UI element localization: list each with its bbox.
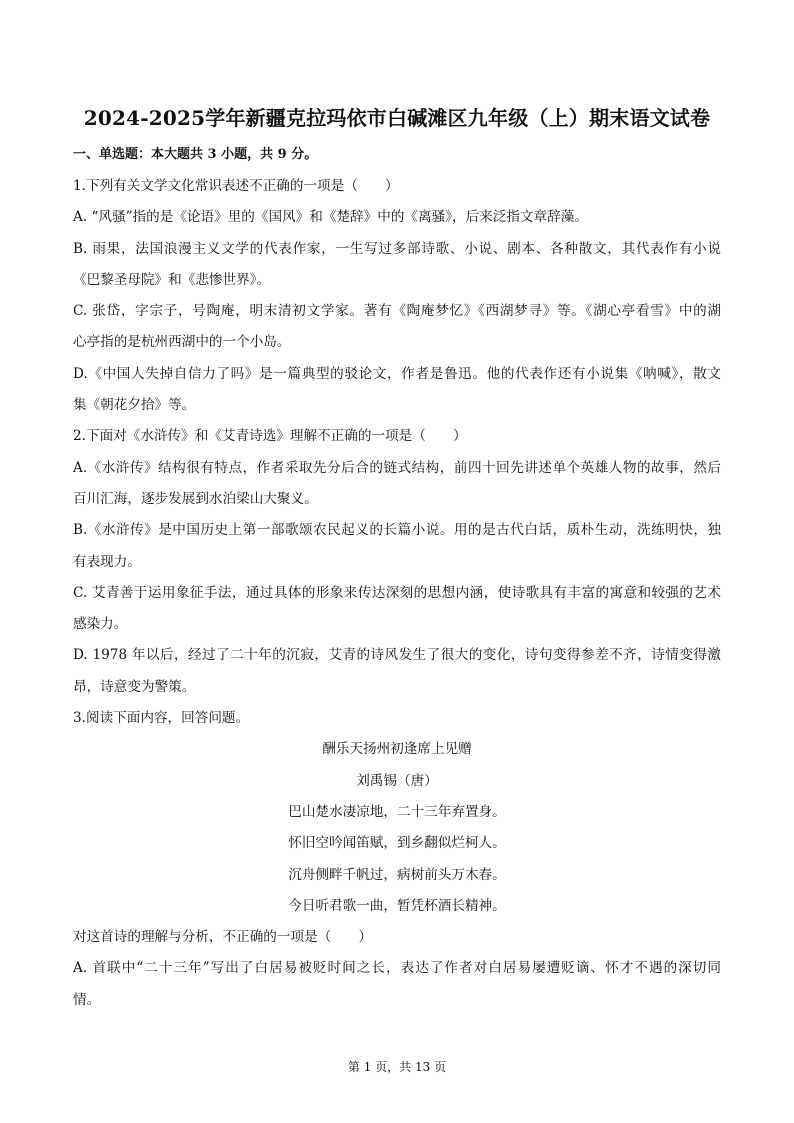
q2-option-c-line1: C. 艾青善于运用象征手法，通过具体的形象来传达深刻的思想内涵，使诗歌具有丰富的寓意和较强的艺术 (73, 584, 721, 601)
q2-option-d-line1: D. 1978 年以后，经过了二十年的沉寂，艾青的诗风发生了很大的变化，诗句变得参差不齐，诗情变得激 (73, 647, 721, 664)
q1-option-c-line1: C. 张岱，字宗子，号陶庵，明末清初文学家。著有《陶庵梦忆》《西湖梦寻》等。《湖心亭看雪》中的湖 (73, 303, 721, 320)
q2-stem: 2.下面对《水浒传》和《艾青诗选》理解不正确的一项是（ ） (73, 428, 467, 445)
q2-option-a-line2: 百川汇海，逐步发展到水泊梁山大聚义。 (73, 490, 318, 507)
q2-option-b-line1: B.《水浒传》是中国历史上第一部歌颂农民起义的长篇小说。用的是古代白话，质朴生动，洗练明快，独 (73, 522, 721, 539)
q1-option-d-line2: 集《朝花夕拾》等。 (73, 397, 196, 414)
poem-line-1: 巴山楚水凄凉地，二十三年弃置身。 (288, 803, 506, 820)
q2-option-c-line2: 感染力。 (73, 616, 128, 633)
poem-line-4: 今日听君歌一曲，暂凭杯酒长精神。 (288, 897, 506, 914)
page-footer: 第 1 页，共 13 页 (347, 1060, 447, 1074)
poem-author: 刘禹锡（唐） (356, 772, 438, 789)
q3-option-a-line1: A. 首联中“二十三年”写出了白居易被贬时间之长，表达了作者对白居易屡遭贬谪、怀才不遇的深切同 (73, 960, 721, 977)
exam-title: 2024-2025学年新疆克拉玛依市白碱滩区九年级（上）期末语文试卷 (83, 106, 711, 130)
q1-option-b-line2: 《巴黎圣母院》和《悲惨世界》。 (73, 271, 271, 288)
q1-option-b-line1: B. 雨果，法国浪漫主义文学的代表作家，一生写过多部诗歌、小说、剧本、各种散文，其代表作有小说 (73, 240, 721, 257)
q3-question: 对这首诗的理解与分析，不正确的一项是（ ） (73, 929, 373, 946)
q2-option-a-line1: A.《水浒传》结构很有特点，作者采取先分后合的链式结构，前四十回先讲述单个英雄人物的故事，然后 (73, 459, 721, 476)
q1-option-c-line2: 心亭指的是杭州西湖中的一个小岛。 (73, 334, 291, 351)
poem-title: 酬乐天扬州初逢席上见赠 (322, 741, 472, 758)
q1-option-a: A. “风骚”指的是《论语》里的《国风》和《楚辞》中的《离骚》，后来泛指文章辞藻。 (73, 209, 588, 226)
q3-option-a-line2: 情。 (73, 991, 101, 1008)
q1-stem: 1.下列有关文学文化常识表述不正确的一项是（ ） (73, 178, 399, 194)
q1-option-d-line1: D.《中国人失掉自信力了吗》是一篇典型的驳论文，作者是鲁迅。他的代表作还有小说集《呐喊》，散文 (73, 365, 721, 382)
poem-line-2: 怀旧空吟闻笛赋，到乡翻似烂柯人。 (288, 835, 506, 852)
q2-option-d-line2: 昂，诗意变为警策。 (73, 678, 196, 695)
q3-stem: 3.阅读下面内容，回答问题。 (73, 710, 250, 727)
q2-option-b-line2: 有表现力。 (73, 553, 141, 570)
poem-line-3: 沉舟侧畔千帆过，病树前头万木春。 (288, 866, 506, 883)
section-heading: 一、单选题：本大题共 3 小题，共 9 分。 (73, 147, 318, 162)
exam-content (73, 171, 721, 1016)
